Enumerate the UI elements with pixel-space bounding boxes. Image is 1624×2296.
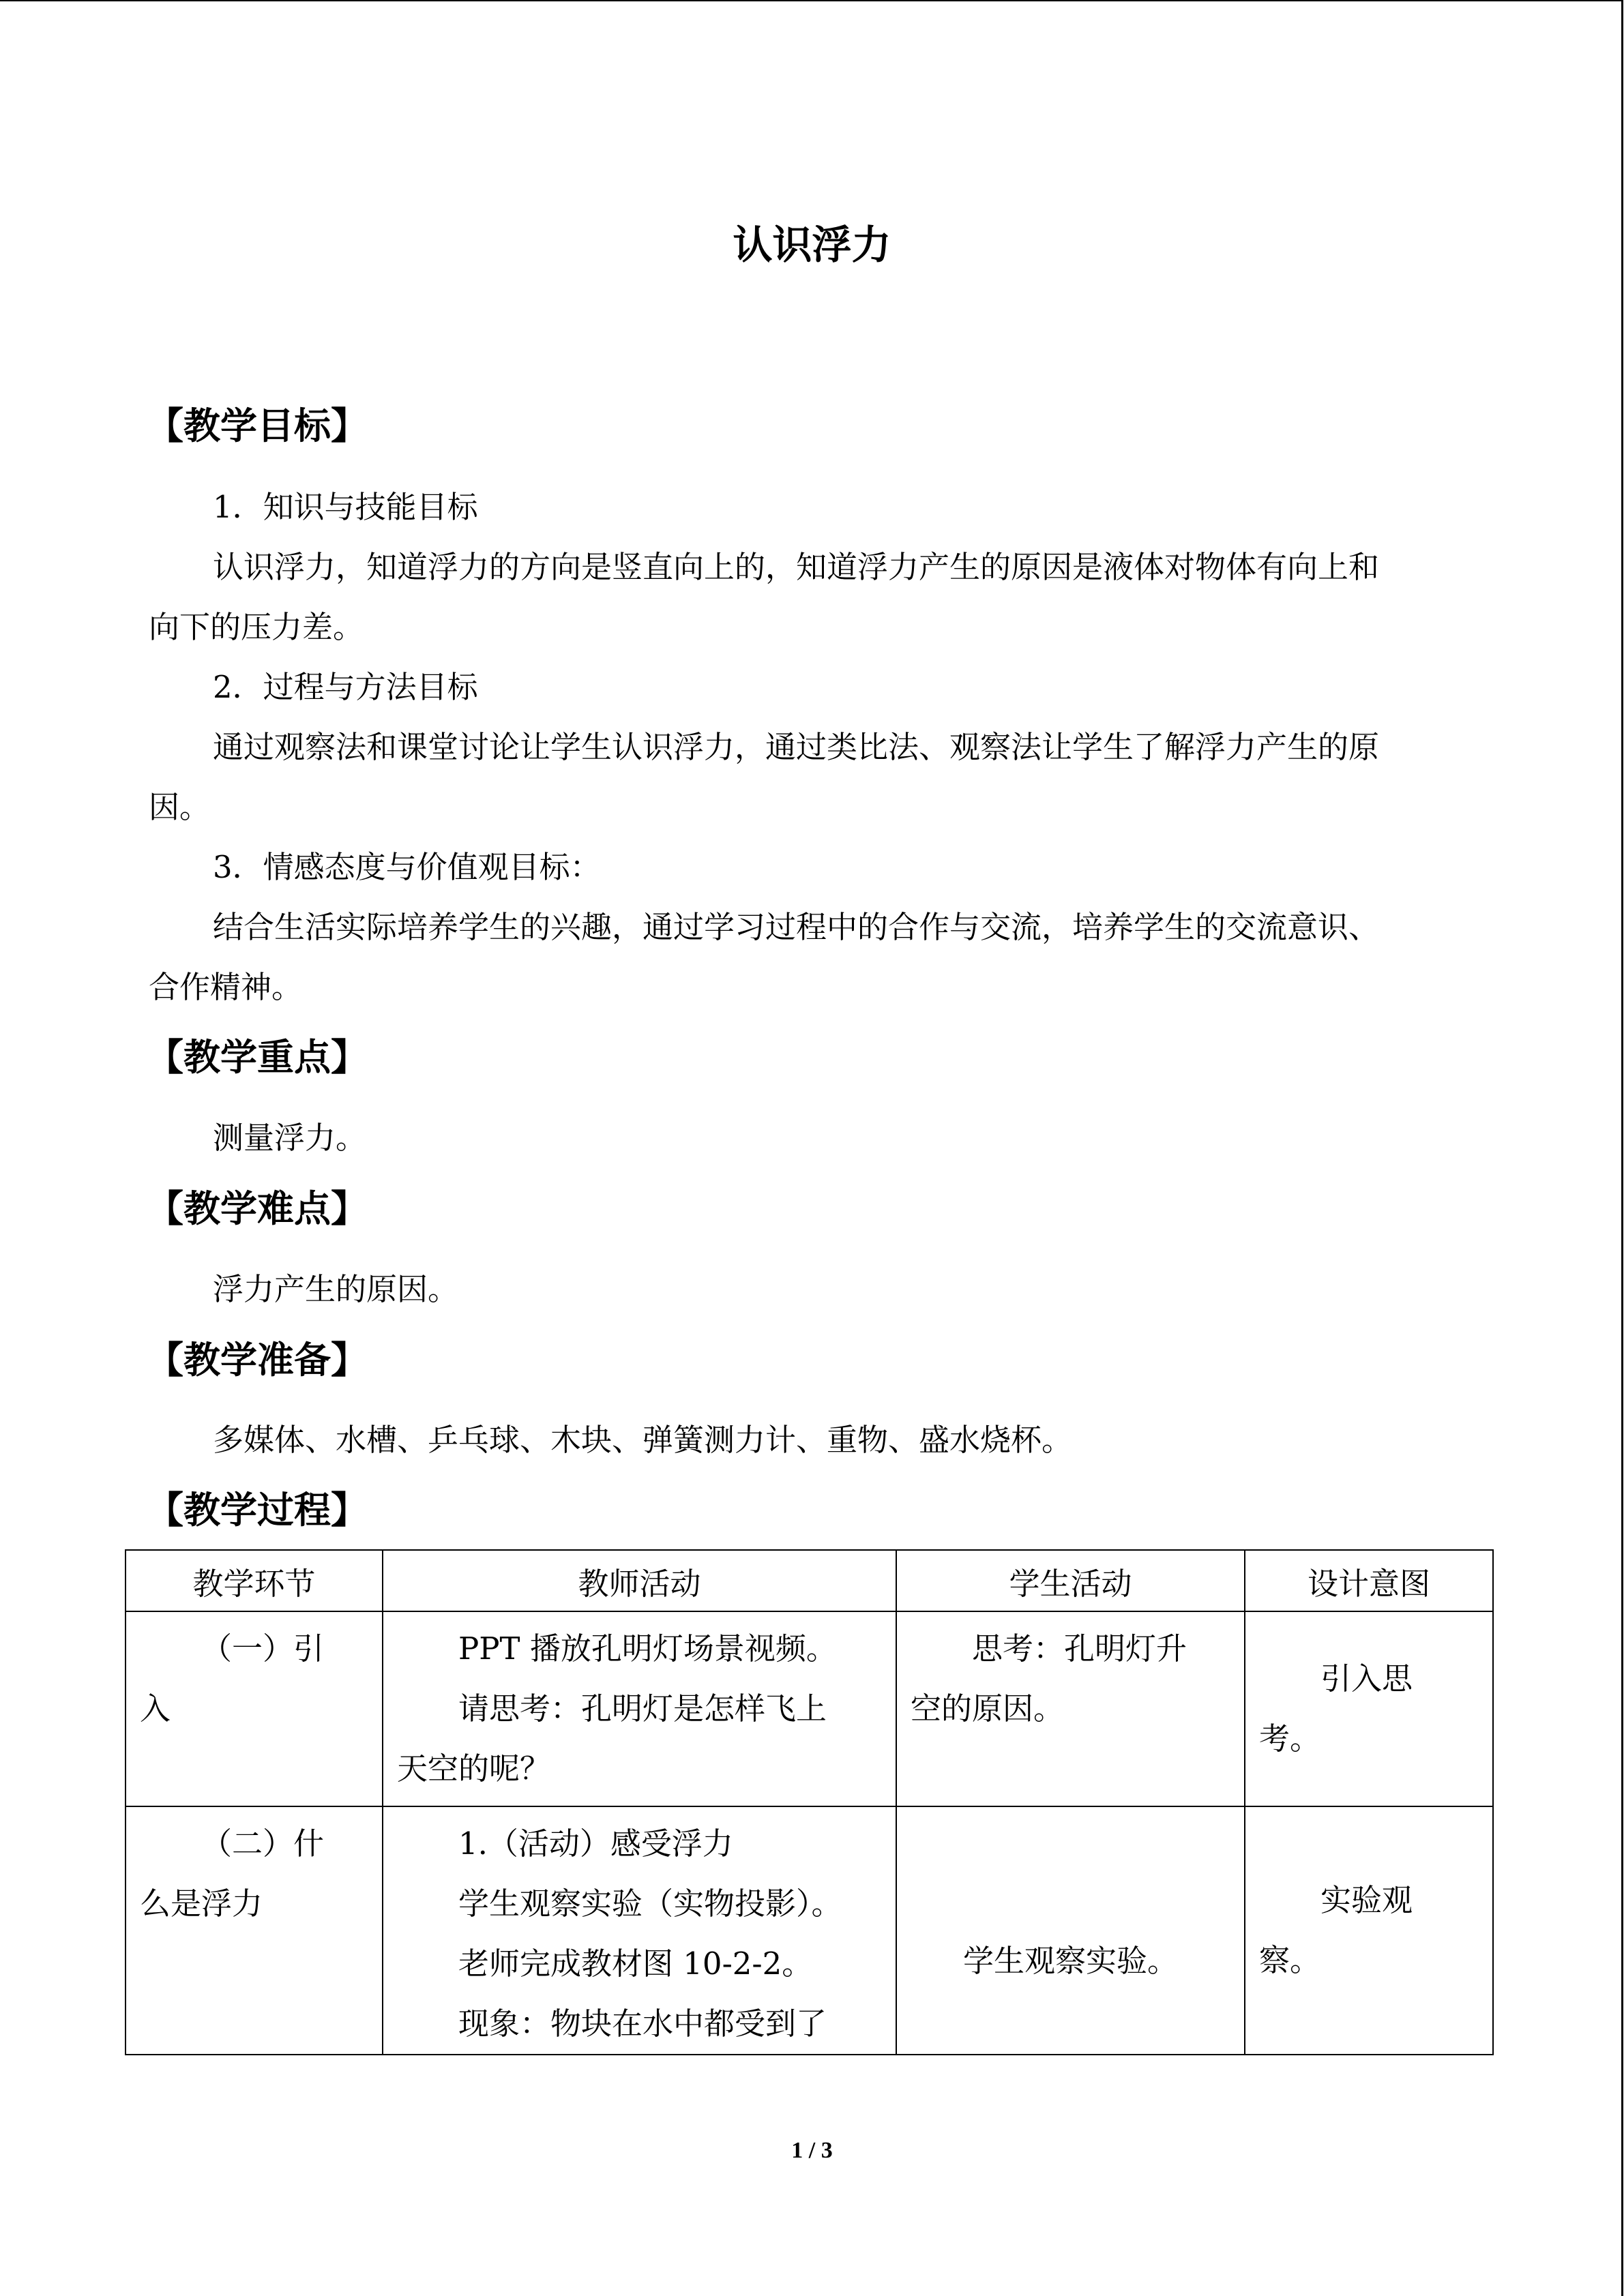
row1-teacher-line1: PPT 播放孔明灯场景视频。 — [458, 1630, 837, 1667]
goal-2-text-line1: 通过观察法和课堂讨论让学生认识浮力，通过类比法、观察法让学生了解浮力产生的原 — [213, 729, 1380, 765]
row2-intent-line1: 实验观 — [1320, 1882, 1413, 1918]
key-point-text: 测量浮力。 — [213, 1120, 367, 1156]
table-header-row — [126, 1550, 1493, 1611]
table-row — [126, 1611, 1493, 1806]
row2-student — [896, 1806, 1245, 2055]
row2-teacher-line1: 1.（活动）感受浮力 — [458, 1825, 733, 1862]
goal-2-text-line2: 因。 — [149, 789, 211, 825]
goal-3-text-line2: 合作精神。 — [149, 969, 303, 1005]
goal-1-title: 1．知识与技能目标 — [213, 489, 478, 525]
row2-intent-line2: 察。 — [1259, 1942, 1321, 1978]
row1-teacher-line3: 天空的呢？ — [397, 1750, 551, 1787]
heading-preparation: 【教学准备】 — [147, 1339, 368, 1382]
row2-stage-line1: （二）什 — [201, 1825, 325, 1862]
heading-difficulty: 【教学难点】 — [147, 1187, 368, 1230]
page-top-border — [0, 0, 1621, 1]
row1-student-line2: 空的原因。 — [911, 1690, 1065, 1727]
page-number: 1 / 3 — [791, 2138, 833, 2163]
row1-intent — [1245, 1611, 1493, 1806]
heading-key-point: 【教学重点】 — [147, 1036, 368, 1079]
process-table — [125, 1549, 1494, 2055]
row2-intent — [1245, 1806, 1493, 2055]
row2-teacher — [383, 1806, 896, 2055]
page-right-border — [1621, 0, 1623, 2296]
row2-student-line1: 学生观察实验。 — [962, 1943, 1178, 1979]
row1-stage — [126, 1611, 383, 1806]
row2-teacher-line3: 老师完成教材图 10-2-2。 — [458, 1945, 813, 1982]
row1-teacher-line2: 请思考：孔明灯是怎样飞上 — [458, 1690, 827, 1727]
goal-1-text-line1: 认识浮力，知道浮力的方向是竖直向上的，知道浮力产生的原因是液体对物体有向上和 — [213, 549, 1380, 585]
header-student-activity: 学生活动 — [896, 1550, 1245, 1611]
header-teacher-activity: 教师活动 — [383, 1550, 896, 1611]
row2-teacher-line4: 现象：物块在水中都受到了 — [458, 2006, 827, 2042]
heading-goals: 【教学目标】 — [147, 404, 368, 447]
row1-teacher — [383, 1611, 896, 1806]
difficulty-text: 浮力产生的原因。 — [213, 1271, 459, 1307]
row1-student-line1: 思考：孔明灯升 — [972, 1630, 1187, 1667]
row2-stage-line2: 么是浮力 — [140, 1885, 263, 1922]
row1-student — [896, 1611, 1245, 1806]
row1-stage-line2: 入 — [140, 1690, 171, 1727]
row2-teacher-line2: 学生观察实验（实物投影）。 — [458, 1885, 842, 1922]
row1-intent-line2: 考。 — [1259, 1720, 1321, 1757]
heading-process: 【教学过程】 — [147, 1489, 368, 1532]
goal-1-text-line2: 向下的压力差。 — [149, 609, 364, 645]
table-row — [126, 1806, 1493, 2055]
page-title: 认识浮力 — [733, 222, 891, 268]
preparation-text: 多媒体、水槽、乒乓球、木块、弹簧测力计、重物、盛水烧杯。 — [213, 1422, 1073, 1458]
row1-intent-line1: 引入思 — [1320, 1660, 1413, 1697]
row2-stage — [126, 1806, 383, 2055]
row1-stage-line1: （一）引 — [201, 1630, 325, 1667]
header-stage: 教学环节 — [126, 1550, 383, 1611]
goal-2-title: 2．过程与方法目标 — [213, 669, 478, 705]
goal-3-title: 3．情感态度与价值观目标： — [213, 849, 601, 885]
header-design-intent: 设计意图 — [1245, 1550, 1493, 1611]
goal-3-text-line1: 结合生活实际培养学生的兴趣，通过学习过程中的合作与交流，培养学生的交流意识、 — [213, 909, 1380, 945]
